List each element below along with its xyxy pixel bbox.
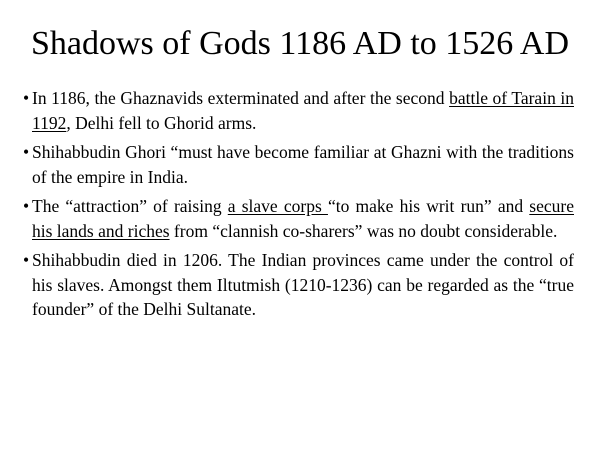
bullet-item (25, 248, 574, 322)
bullet-item (25, 140, 574, 189)
slide-title: Shadows of Gods 1186 AD to 1526 AD (30, 25, 570, 62)
bullet-mark: • (23, 250, 30, 270)
bullet-text: , Delhi fell to Ghorid arms. (66, 112, 257, 133)
underlined-phrase: secure his lands and riches (32, 196, 574, 241)
bullet-mark: • (23, 88, 30, 108)
underlined-phrase: battle of Tarain in 1192 (32, 88, 574, 133)
bullet-item (25, 86, 574, 135)
bullet-text: “to make his writ run” and (327, 196, 530, 216)
bullet-text: The “attraction” of raising (32, 196, 228, 216)
bullet-text: Shihabbudin Ghori “must have become familiar at Ghazni with the traditions of the empire in India. (32, 142, 574, 187)
underlined-phrase: a slave corps (227, 196, 328, 216)
bullet-item (25, 194, 574, 243)
bullet-text: from “clannish co-sharers” was no doubt considerable. (169, 220, 558, 241)
bullet-text: In 1186, the Ghaznavids exterminated and after the second (32, 88, 450, 108)
bullet-text: Shihabbudin died in 1206. The Indian provinces came under the control of his slaves. Amongst them Iltutmish (1210-1236) can be regarded as the “true founder” of the Delhi Sultanate. (32, 250, 574, 319)
bullet-list (25, 86, 574, 327)
bullet-mark: • (23, 142, 30, 162)
bullet-mark: • (23, 196, 30, 216)
